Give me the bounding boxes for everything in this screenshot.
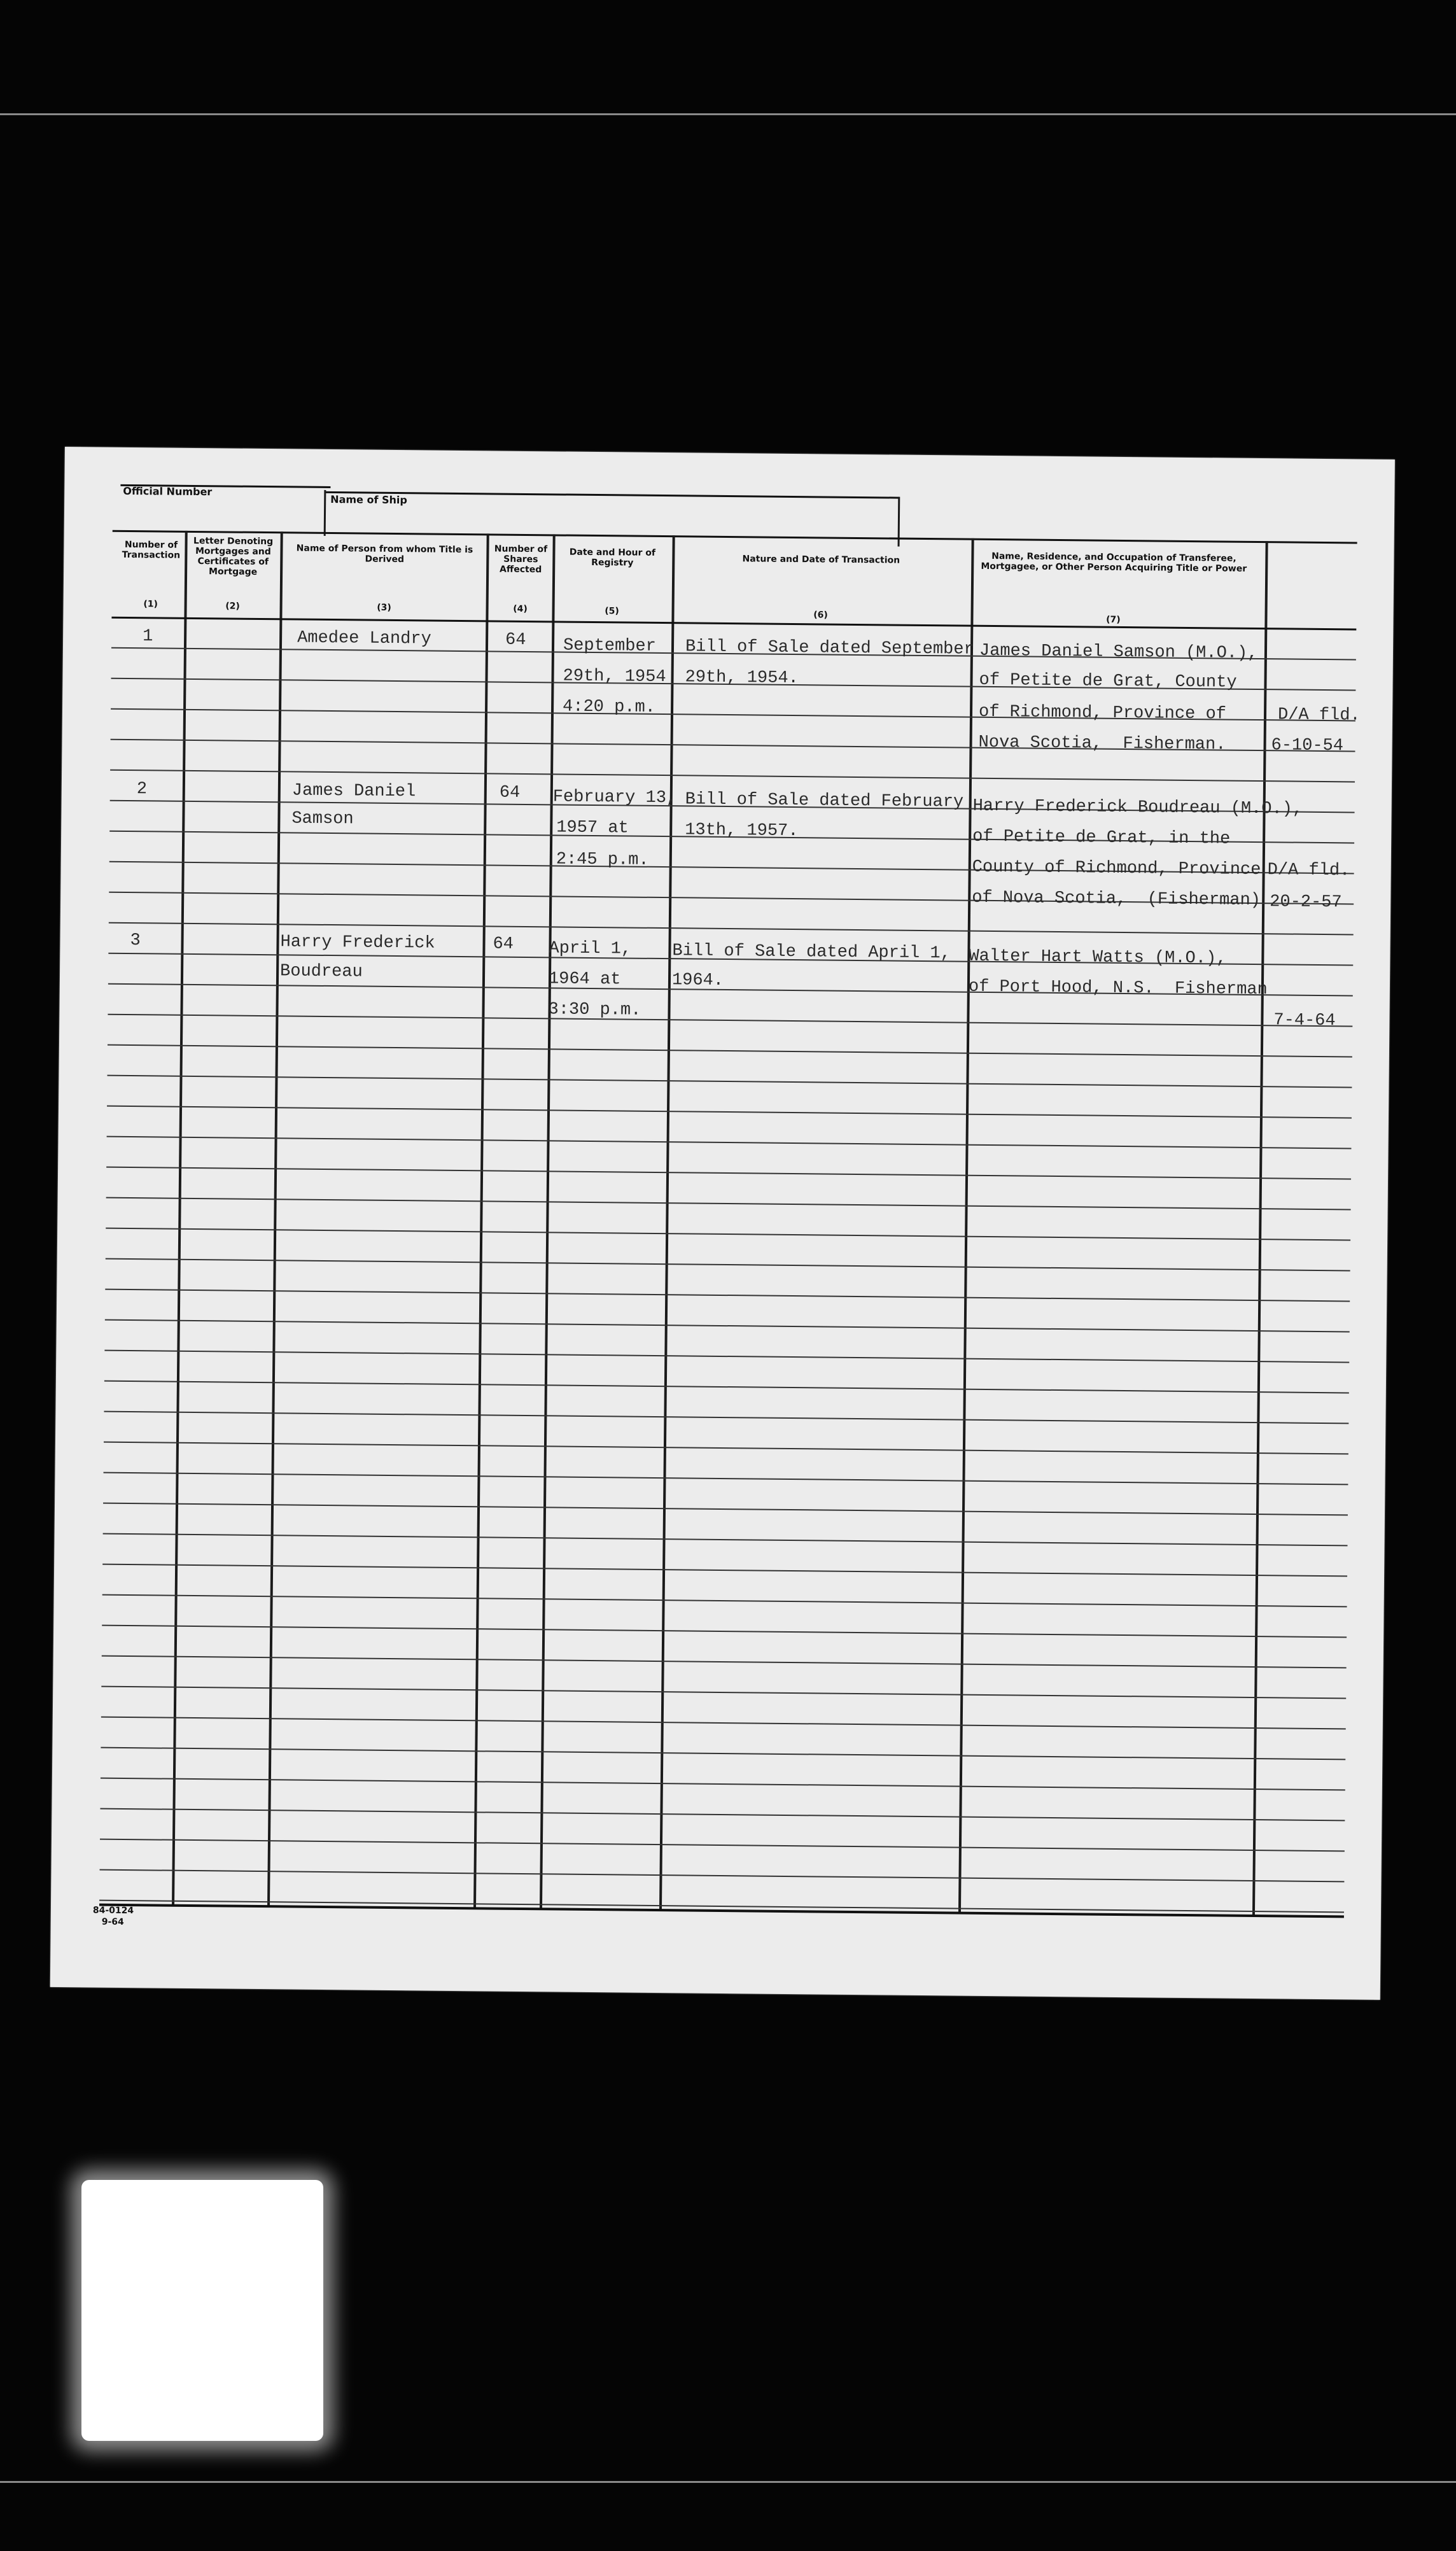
txn2-transferee-line4: of Nova Scotia, (Fisherman) bbox=[972, 888, 1261, 911]
ruled-line bbox=[106, 1197, 1351, 1211]
txn3-shares: 64 bbox=[493, 934, 514, 954]
txn2-number: 2 bbox=[136, 780, 148, 799]
ruled-line bbox=[106, 1258, 1350, 1272]
txn1-shares: 64 bbox=[505, 630, 526, 650]
txn3-note-line2: 7-4-64 bbox=[1273, 1011, 1336, 1031]
form-number bbox=[93, 1905, 134, 1929]
ruled-line bbox=[102, 1594, 1347, 1608]
ship-name-box-top bbox=[325, 491, 899, 499]
txn3-transferee-line2: of Port Hood, N.S. Fisherman bbox=[968, 977, 1268, 1000]
txn2-note-line1: D/A fld. bbox=[1267, 861, 1350, 881]
txn2-date-line3: 2:45 p.m. bbox=[556, 850, 649, 870]
ruled-lines bbox=[65, 447, 1395, 460]
col6-header: Nature and Date of Transaction bbox=[742, 554, 900, 566]
txn3-number: 3 bbox=[130, 931, 141, 951]
col5-number: (5) bbox=[605, 606, 619, 617]
ruled-line bbox=[105, 1319, 1350, 1333]
ruled-line bbox=[107, 1106, 1352, 1119]
ruled-line bbox=[100, 1839, 1345, 1852]
txn1-note-line1: D/A fld. bbox=[1277, 705, 1361, 726]
ruled-line bbox=[103, 1533, 1348, 1547]
txn2-nature-line2: 13th, 1957. bbox=[685, 820, 799, 841]
ruled-line bbox=[104, 1442, 1348, 1455]
ruled-line bbox=[110, 770, 1355, 783]
form-number-code: 84-0124 bbox=[92, 1905, 134, 1916]
txn3-from-line1: Harry Frederick bbox=[280, 932, 435, 953]
col3-header: Name of Person from whom Title is Derived bbox=[296, 543, 473, 565]
ruled-line bbox=[104, 1472, 1348, 1486]
ruled-line bbox=[106, 1167, 1351, 1180]
ruled-line bbox=[106, 1228, 1350, 1241]
txn2-from-line2: Samson bbox=[291, 809, 354, 829]
ruled-line bbox=[102, 1564, 1347, 1577]
txn2-from-line1: James Daniel bbox=[291, 781, 416, 802]
light-flare bbox=[81, 2180, 323, 2441]
txn1-transferee-line3: of Richmond, Province of bbox=[978, 702, 1227, 724]
txn3-from-line2: Boudreau bbox=[279, 962, 363, 982]
col-divider-5 bbox=[659, 535, 675, 1910]
txn3-date-line3: 3:30 p.m. bbox=[548, 1000, 641, 1020]
txn1-from-person: Amedee Landry bbox=[297, 628, 431, 649]
col-divider-1 bbox=[172, 531, 188, 1906]
col1-number: (1) bbox=[143, 599, 158, 610]
ruled-line bbox=[103, 1503, 1348, 1516]
register-page bbox=[50, 447, 1395, 2000]
col-divider-7 bbox=[1252, 541, 1268, 1916]
txn2-nature-line1: Bill of Sale dated February bbox=[685, 790, 964, 812]
ruled-line bbox=[108, 1044, 1352, 1058]
txn2-date-line1: February 13, bbox=[552, 787, 677, 808]
txn2-shares: 64 bbox=[499, 783, 521, 803]
txn3-date-line1: April 1, bbox=[549, 939, 632, 959]
ship-name-box-left bbox=[324, 490, 326, 536]
col-divider-3 bbox=[473, 533, 489, 1908]
txn1-date-line1: September bbox=[563, 636, 657, 656]
txn1-date-line2: 29th, 1954 bbox=[563, 666, 666, 687]
txn1-nature-line2: 29th, 1954. bbox=[685, 668, 799, 689]
txn1-nature-line1: Bill of Sale dated September bbox=[685, 637, 974, 659]
txn3-transferee-line1: Walter Hart Watts (M.O.), bbox=[969, 946, 1227, 969]
txn1-date-line3: 4:20 p.m. bbox=[562, 697, 656, 717]
txn3-nature-line1: Bill of Sale dated April 1, bbox=[672, 941, 951, 964]
col3-number: (3) bbox=[377, 602, 391, 613]
txn1-number: 1 bbox=[142, 627, 153, 647]
col1-header: Number of Transaction bbox=[122, 539, 181, 561]
txn2-transferee-line3: County of Richmond, Province bbox=[972, 857, 1261, 880]
col2-header: Letter Denoting Mortgages and Certificates of Mortgage bbox=[193, 535, 274, 578]
col7-header: Name, Residence, and Occupation of Transferee, Mortgagee, or Other Person Acquiring Title or Power bbox=[981, 551, 1247, 574]
ruled-line bbox=[102, 1655, 1347, 1669]
txn3-date-line2: 1964 at bbox=[548, 969, 621, 990]
ruled-line bbox=[105, 1289, 1350, 1302]
txn2-transferee-line1: Harry Frederick Boudreau (M.O.), bbox=[972, 796, 1303, 819]
col-divider-6 bbox=[958, 538, 974, 1913]
col4-header: Number of Shares Affected bbox=[494, 544, 548, 575]
ruled-line bbox=[101, 1778, 1345, 1791]
col7-number: (7) bbox=[1106, 614, 1121, 625]
txn1-transferee-line4: Nova Scotia, Fisherman. bbox=[978, 733, 1226, 755]
ruled-line bbox=[104, 1350, 1349, 1363]
ruled-line bbox=[101, 1747, 1345, 1760]
col-divider-4 bbox=[540, 534, 556, 1909]
name-of-ship-label: Name of Ship bbox=[330, 493, 407, 507]
ruled-line bbox=[108, 1014, 1352, 1027]
txn2-transferee-line2: of Petite de Grat, in the bbox=[972, 827, 1231, 849]
form-number-date: 9-64 bbox=[101, 1916, 124, 1928]
ruled-line bbox=[104, 1381, 1349, 1394]
ruled-line bbox=[107, 1136, 1352, 1149]
ruled-line bbox=[100, 1808, 1345, 1822]
txn1-note-line2: 6-10-54 bbox=[1271, 736, 1344, 756]
ruled-line bbox=[100, 1869, 1345, 1883]
ruled-line bbox=[101, 1686, 1346, 1699]
txn1-transferee-line1: James Daniel Samson (M.O.), bbox=[979, 641, 1258, 664]
col2-number: (2) bbox=[225, 601, 240, 612]
col5-header: Date and Hour of Registry bbox=[569, 547, 656, 568]
txn3-nature-line2: 1964. bbox=[671, 971, 724, 990]
txn1-transferee-line2: of Petite de Grat, County bbox=[979, 670, 1237, 692]
ruled-line bbox=[101, 1717, 1346, 1730]
header-top-rule bbox=[113, 530, 1357, 544]
txn2-date-line2: 1957 at bbox=[556, 818, 629, 838]
scan-edge-top bbox=[0, 113, 1456, 115]
col6-number: (6) bbox=[813, 610, 828, 621]
col4-number: (4) bbox=[513, 603, 528, 614]
txn2-note-line2: 20-2-57 bbox=[1270, 892, 1342, 913]
scan-edge-bottom bbox=[0, 2481, 1456, 2483]
official-number-label: Official Number bbox=[123, 484, 213, 498]
ruled-line bbox=[104, 1411, 1348, 1424]
col-divider-2 bbox=[267, 531, 283, 1906]
ruled-line bbox=[102, 1625, 1347, 1638]
ruled-line bbox=[108, 1075, 1352, 1088]
